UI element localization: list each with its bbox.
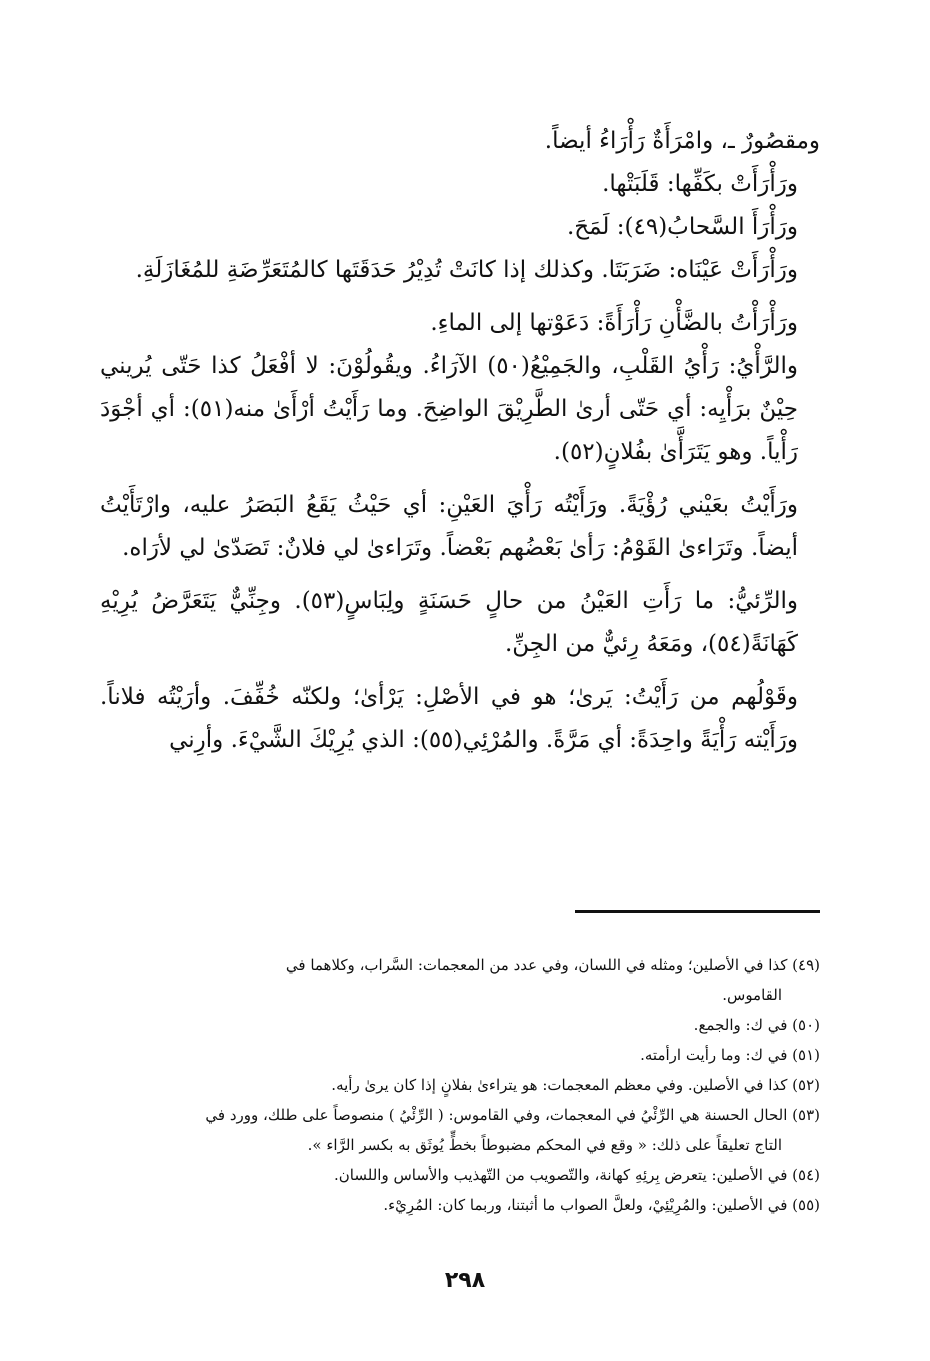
footnotes xyxy=(100,950,820,1220)
paragraph-raarat-aynah: ورَأْرَأَتْ عَيْنَاه: ضَرَبَتَا. وكذلك إذا كانَتْ تُدِيْرُ حَدَقَتَها كالمُتَعَرِّضَةِ للمُغَازَلَةِ. xyxy=(135,257,798,283)
paragraph-arriyy: والرِّئيُّ: ما رَأَتِ العَيْنُ من حالٍ حَسَنَةٍ ولِبَاسٍ(٥٣). وجِنِّيٌّ يَتَعَرَّضُ يُرِيْهِ كَهَانَةً(٥٤)، ومَعَهُ رِئيٌّ من الجِنِّ. xyxy=(100,588,798,657)
paragraph-qawluhum: وقَوْلُهم من رَأَيْتُ: يَرىٰ؛ هو في الأصْلِ: يَرْأىٰ؛ ولكنّه خُفِّفَ. وأرَيْتُه فلاناً. ورَأَيْته رَأْيَةً واحِدَةً: أي مَرَّةً. والمُرْئِي(٥٥): الذي يُرِيْكَ الشَّيْءَ. وأرِني xyxy=(100,684,798,753)
paragraph-raaytu-biayni: ورَأَيْتُ بعَيْني رُؤْيَةً. ورَأَيْتُه رَأْيَ العَيْنِ: أي حَيْثُ يَقَعُ البَصَرُ عليه، وارْتَأَيْتُ أيضاً. وتَرَاءىٰ القَوْمُ: رَأىٰ بَعْضُهم بَعْضاً. وتَرَاءىٰ لي فلانٌ: تَصَدّىٰ لي لأرَاه. xyxy=(100,492,798,561)
page-number: ٢٩٨ xyxy=(444,1268,486,1293)
footnote-53-continuation: التاج تعليقاً على ذلك: « وقع في المحكم مضبوطاً بخطٍّ يُوثَق به بكسر الرَّاء ». xyxy=(307,1136,782,1154)
main-text xyxy=(100,120,820,772)
footnote-51: (٥١) في ك: وما رأيت ارأمته. xyxy=(640,1046,820,1064)
footnote-49-continuation: القاموس. xyxy=(722,986,782,1004)
footnote-54: (٥٤) في الأصلين: يتعرض بِرئِهِ كهانة، والتّصويب من التّهذيب والأساس واللسان. xyxy=(334,1166,820,1184)
footnote-53: (٥٣) الحال الحسنة هي الرِّئْيُ في المعجمات، وفي القاموس: ( الرِّئْيُ ) منصوصاً على طلك، وورد في xyxy=(205,1106,820,1124)
footnote-50: (٥٠) في ك: والجمع. xyxy=(693,1016,820,1034)
footnote-divider xyxy=(575,910,820,913)
footnote-52: (٥٢) كذا في الأصلين. وفي معظم المعجمات: هو يتراءىٰ بفلانٍ إذا كان يرىٰ رأيه. xyxy=(331,1076,820,1094)
text-line-raara-assahab: ورَأْرَأَ السَّحابُ(٤٩): لَمَحَ. xyxy=(566,214,798,240)
text-line-raarat-bikaffiha: ورَأْرَأَتْ بكَفِّها: قَلَبَتْها. xyxy=(602,171,798,197)
text-line-raartu-bidaan: ورَأْرَأْتُ بالضَّأْنِ رَأْرَأَةً: دَعَوْتها إلى الماءِ. xyxy=(430,310,798,336)
paragraph-array: والرَّأْيُ: رَأْيُ القَلْبِ، والجَمِيْعُ(٥٠) الآرَاءُ. ويقُولُوْنَ: لا أفْعَلُ كذا حَتّى يُريني حِيْنٌ برَأْيِه: أي حَتّى أرىٰ الطَّرِيْقَ الواضِحَ. وما رَأَيْتُ أرْأَىٰ منه(٥١): أي أجْوَدَ رَأْياً. وهو يَتَرَأَّىٰ بفُلانٍ(٥٢). xyxy=(100,353,798,465)
text-line-maqsur: ومقصُورٌ ـ، وامْرَأَةٌ رَأْرَاءُ أيضاً. xyxy=(544,128,820,154)
footnote-49: (٤٩) كذا في الأصلين؛ ومثله في اللسان، وفي عدد من المعجمات: السَّراب، وكلاهما في xyxy=(285,956,820,974)
footnote-55: (٥٥) في الأصلين: والمُرِيْئِيْ، ولعلَّ الصواب ما أثبتنا، وربما كان: المُرِيْء. xyxy=(383,1196,820,1214)
